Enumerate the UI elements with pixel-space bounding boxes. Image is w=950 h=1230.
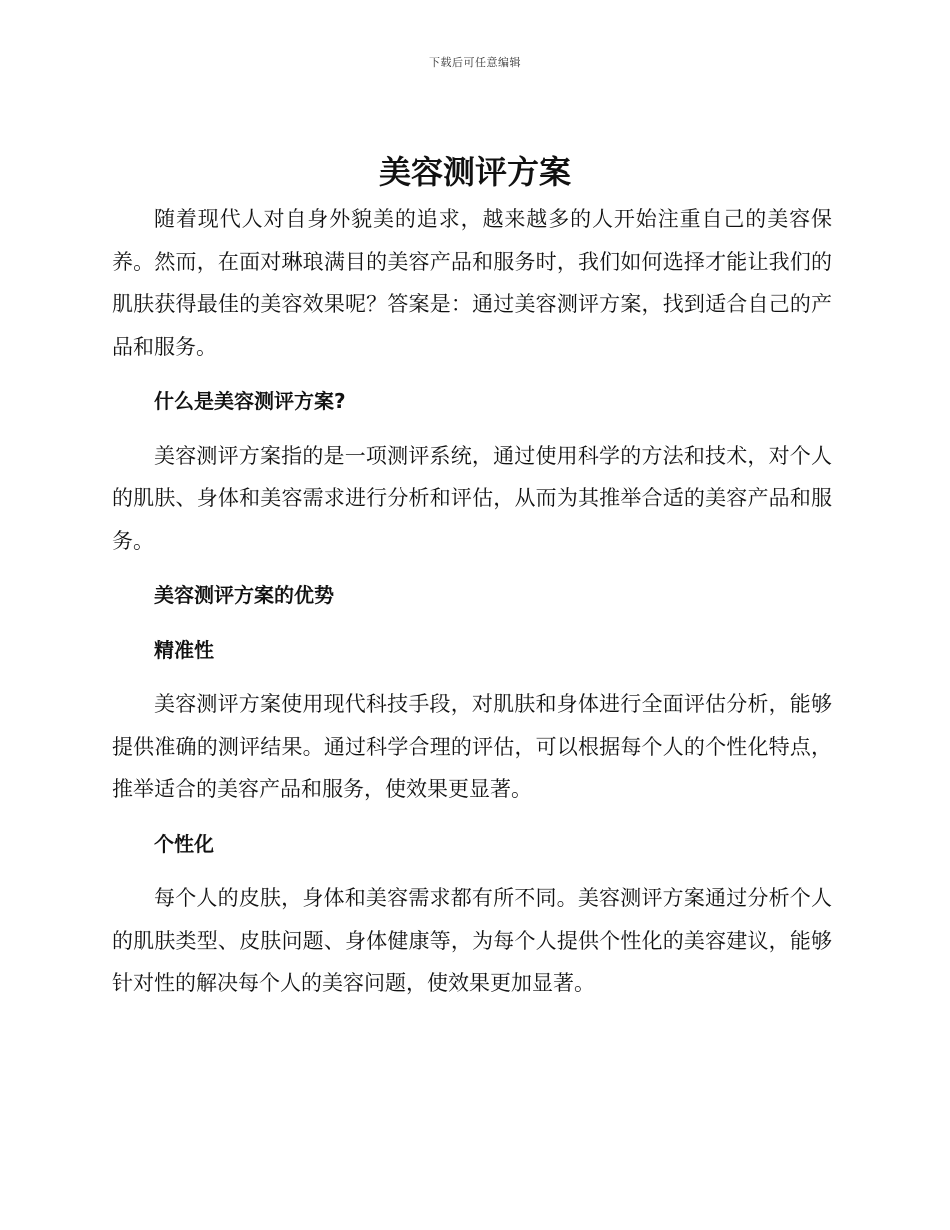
section-heading-advantages: 美容测评方案的优势	[154, 583, 334, 607]
section-heading-personalization: 个性化	[154, 831, 214, 856]
document-body	[112, 198, 832, 1005]
section-body-what-is: 美容测评方案指的是一项测评系统，通过使用科学的方法和技术，对个人的肌肤、身体和美容需求进行分析和评估，从而为其推举合适的美容产品和服务。	[112, 443, 832, 553]
section-body-personalization: 每个人的皮肤，身体和美容需求都有所不同。美容测评方案通过分析个人的肌肤类型、皮肤问题、身体健康等，为每个人提供个性化的美容建议，能够针对性的解决每个人的美容问题，使效果更加显著。	[112, 886, 832, 995]
page-title: 美容测评方案	[378, 153, 571, 191]
section-body-accuracy: 美容测评方案使用现代科技手段，对肌肤和身体进行全面评估分析，能够提供准确的测评结果。通过科学合理的评估，可以根据每个人的个性化特点，推举适合的美容产品和服务，使效果更显著。	[112, 692, 832, 801]
section-heading-what-is: 什么是美容测评方案?	[154, 389, 346, 413]
section-heading-accuracy: 精准性	[154, 637, 214, 662]
header-note: 下载后可任意编辑	[429, 56, 521, 69]
intro-paragraph: 随着现代人对自身外貌美的追求，越来越多的人开始注重自己的美容保养。然而，在面对琳琅满目的美容产品和服务时，我们如何选择才能让我们的肌肤获得最佳的美容效果呢？答案是：通过美容测评方案，找到适合自己的产品和服务。	[112, 207, 832, 359]
